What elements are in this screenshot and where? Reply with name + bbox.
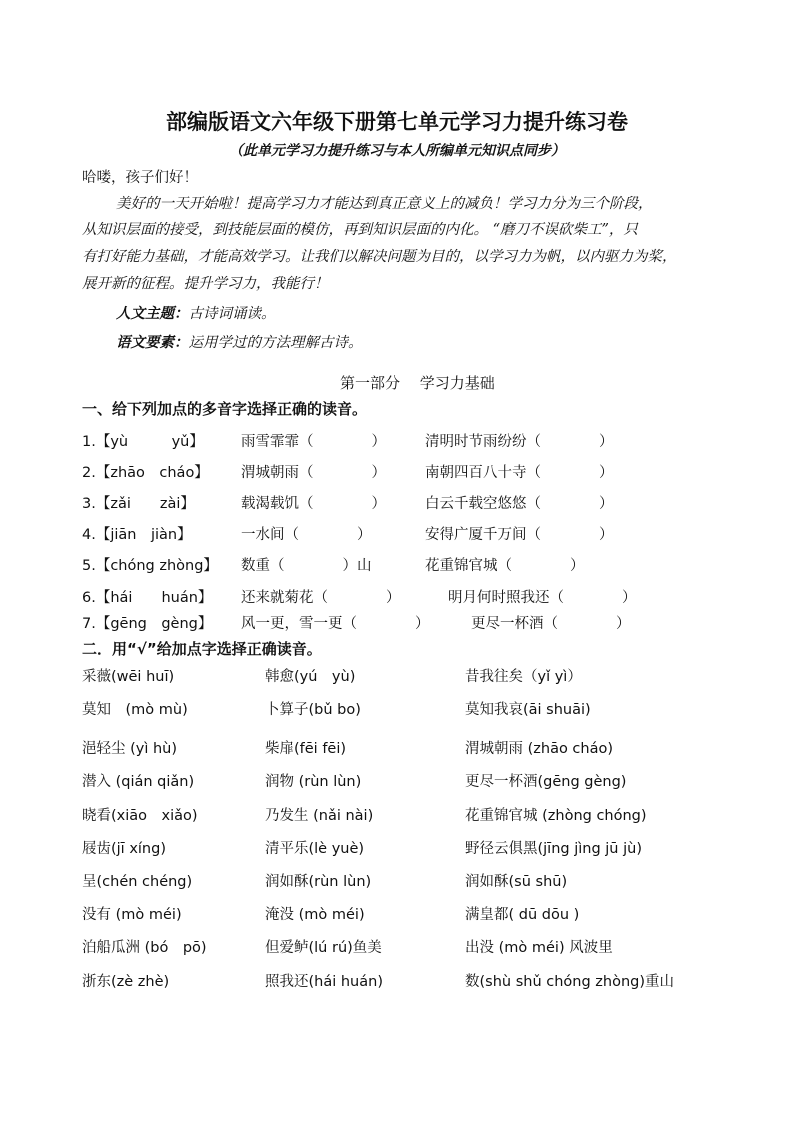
- q2-cell: 莫知 (mò mù): [82, 702, 188, 718]
- q1-row-7-number: 7.【gēng gèng】: [82, 616, 213, 632]
- q1-row-2-a: 渭城朝雨（ ）: [241, 465, 386, 481]
- q2-cell: 数(shù shǔ chóng zhòng)重山: [465, 974, 675, 990]
- q1-row-5-number: 5.【chóng zhòng】: [82, 558, 218, 574]
- q1-row-5-b: 花重锦官城（ ）: [425, 558, 585, 574]
- q1-row-2-number: 2.【zhāo cháo】: [82, 465, 209, 481]
- theme-value: 古诗词诵读。: [188, 306, 276, 322]
- q2-cell: 昔我往矣（yǐ yì）: [465, 669, 582, 685]
- section-2-heading: 二．用“√”给加点字选择正确读音。: [82, 640, 322, 658]
- q2-cell: 莫知我哀(āi shuāi): [465, 702, 591, 718]
- q1-row-3-a: 载渴载饥（ ）: [241, 496, 386, 512]
- q2-cell: 清平乐(lè yuè): [265, 841, 365, 857]
- q2-cell: 潜入 (qián qiǎn): [82, 774, 195, 790]
- q1-row-6-a: 还来就菊花（ ）: [241, 590, 401, 606]
- q2-cell: 浥轻尘 (yì hù): [82, 741, 178, 757]
- element-label: 语文要素：: [116, 334, 189, 351]
- q2-cell: 野径云俱黑(jīng jìng jū jù): [465, 841, 642, 857]
- q2-cell: 卜算子(bǔ bo): [265, 702, 361, 718]
- q1-row-3-number: 3.【zǎi zài】: [82, 496, 195, 512]
- q1-row-3-b: 白云千载空悠悠（ ）: [425, 496, 614, 512]
- q2-cell: 没有 (mò méi): [82, 907, 182, 923]
- q2-cell: 渭城朝雨 (zhāo cháo): [465, 741, 614, 757]
- q2-cell: 出没 (mò méi) 风波里: [465, 940, 613, 956]
- q2-cell: 韩愈(yú yù): [265, 669, 356, 685]
- element-line: [116, 331, 363, 352]
- page-title: 部编版语文六年级下册第七单元学习力提升练习卷: [166, 109, 628, 134]
- q2-cell: 呈(chén chéng): [82, 874, 193, 890]
- q2-cell: 润物 (rùn lùn): [265, 774, 362, 790]
- q2-cell: 浙东(zè zhè): [82, 974, 170, 990]
- theme-label: 人文主题：: [116, 305, 189, 322]
- q1-row-2-b: 南朝四百八十寺（ ）: [425, 465, 614, 481]
- q1-row-5-a: 数重（ ）山: [241, 558, 372, 574]
- q2-cell: 照我还(hái huán): [265, 974, 383, 990]
- q2-cell: 但爱鲈(lú rú)鱼美: [265, 940, 382, 956]
- q2-cell: 屐齿(jī xíng): [82, 841, 166, 857]
- page-subtitle: （此单元学习力提升练习与本人所编单元知识点同步）: [229, 143, 565, 159]
- q1-row-4-number: 4.【jiān jiàn】: [82, 527, 192, 543]
- q1-row-7-a: 风一更，雪一更（ ）: [241, 616, 430, 632]
- q1-row-1-b: 清明时节雨纷纷（ ）: [425, 434, 614, 450]
- q2-cell: 满皇都( dū dōu ): [465, 907, 580, 923]
- q1-row-6-number: 6.【hái huán】: [82, 590, 213, 606]
- q2-cell: 润如酥(rùn lùn): [265, 874, 372, 890]
- q2-cell: 花重锦官城 (zhòng chóng): [465, 808, 647, 824]
- q2-cell: 泊船瓜洲 (bó pō): [82, 940, 207, 956]
- q1-row-4-a: 一水间（ ）: [241, 527, 372, 543]
- q1-row-1-number: 1.【yù yǔ】: [82, 434, 204, 450]
- q2-cell: 淹没 (mò méi): [265, 907, 365, 923]
- q1-row-7-b: 更尽一杯酒（ ）: [471, 616, 631, 632]
- intro-line-4: 展开新的征程。提升学习力，我能行！: [82, 276, 329, 292]
- q2-cell: 乃发生 (nǎi nài): [265, 808, 374, 824]
- part-title: 第一部分 学习力基础: [340, 374, 495, 392]
- intro-line-3: 有打好能力基础，才能高效学习。让我们以解决问题为目的，以学习力为帆，以内驱力为桨，: [82, 249, 677, 265]
- greeting: 哈喽，孩子们好！: [82, 170, 198, 186]
- q1-row-1-a: 雨雪霏霏（ ）: [241, 434, 386, 450]
- q2-cell: 采薇(wēi huī): [82, 669, 175, 685]
- q1-row-6-b: 明月何时照我还（ ）: [448, 590, 637, 606]
- q1-row-4-b: 安得广厦千万间（ ）: [425, 527, 614, 543]
- q2-cell: 润如酥(sū shū): [465, 874, 568, 890]
- q2-cell: 晓看(xiāo xiǎo): [82, 808, 198, 824]
- intro-line-1: 美好的一天开始啦！提高学习力才能达到真正意义上的减负！学习力分为三个阶段，: [116, 196, 653, 212]
- section-1-heading: 一、给下列加点的多音字选择正确的读音。: [82, 400, 368, 418]
- theme-line: [116, 302, 276, 323]
- q2-cell: 柴扉(fēi fēi): [265, 741, 347, 757]
- q2-cell: 更尽一杯酒(gēng gèng): [465, 774, 627, 790]
- intro-line-2: 从知识层面的接受，到技能层面的模仿，再到知识层面的内化。 “磨刀不误砍柴工”，只: [82, 222, 638, 238]
- element-value: 运用学过的方法理解古诗。: [188, 335, 363, 351]
